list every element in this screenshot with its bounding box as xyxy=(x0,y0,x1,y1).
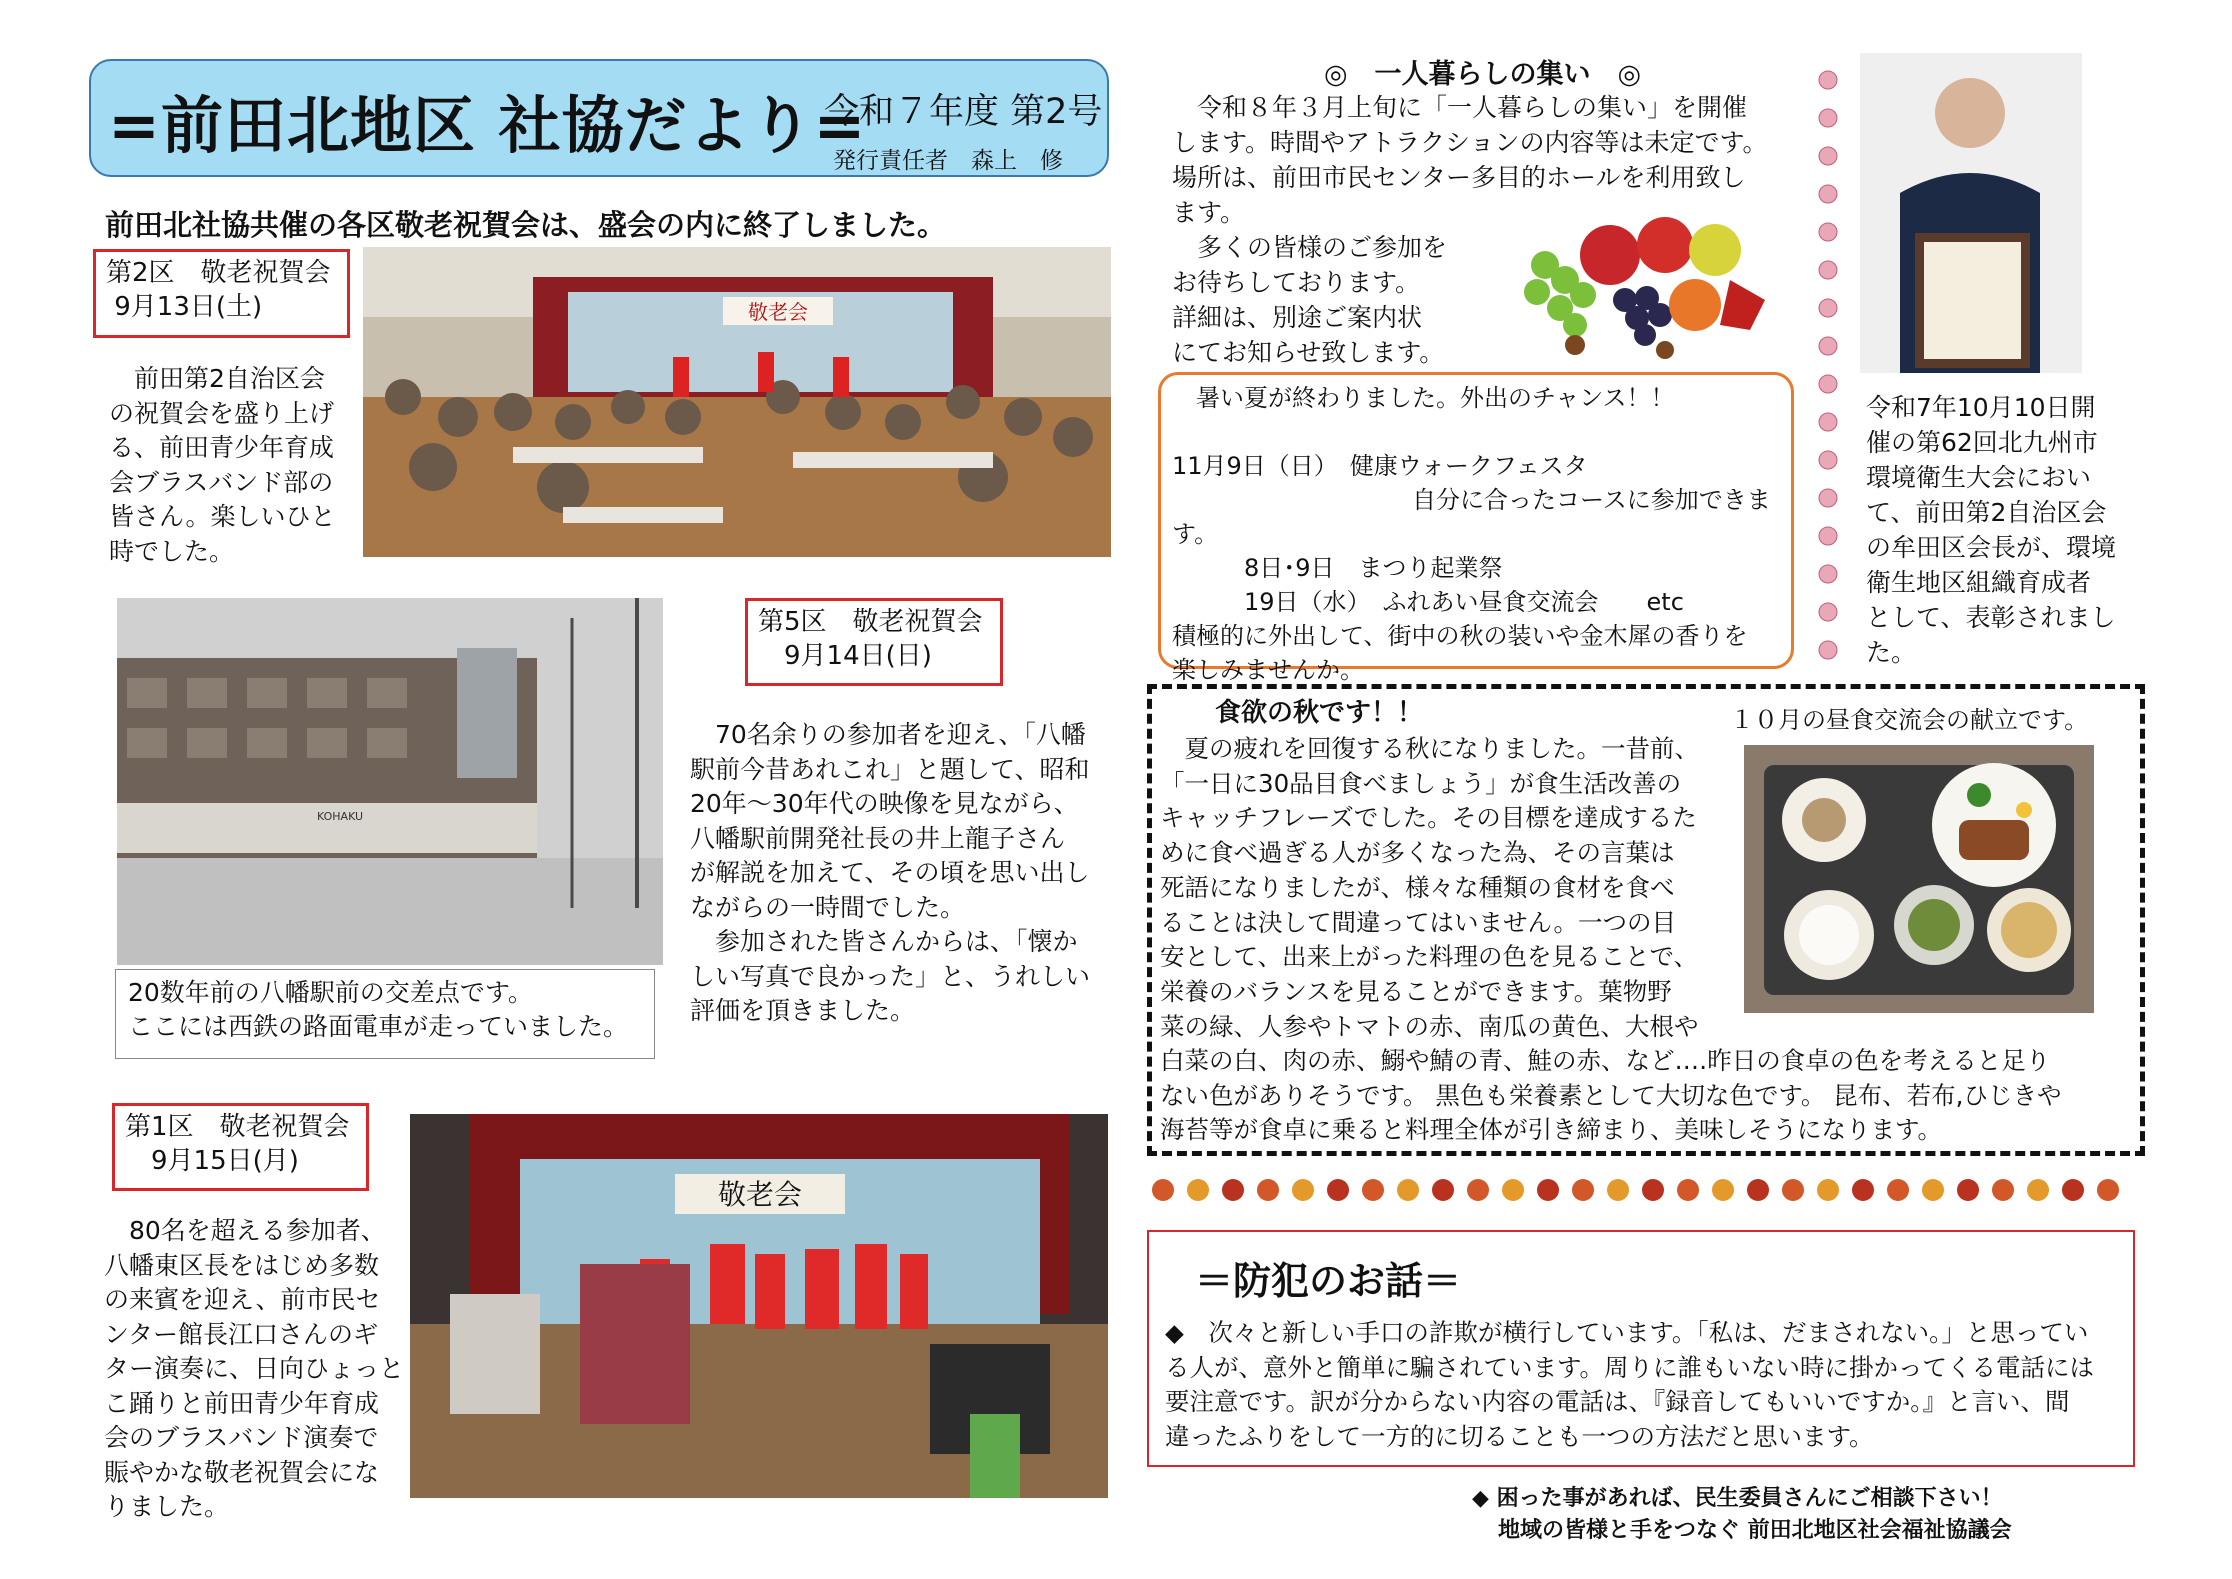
solo-text: 令和８年３月上旬に「一人暮らしの集い」を開催 します。時間やアトラクションの内容等は未定です。 場所は、前田市民センター多目的ホールを利用致し ます。 多くの皆様のご参加を お待ちしております。 詳細は、別途ご案内状 にてお知らせ致します。 xyxy=(1172,93,1768,367)
award-text: 令和7年10月10日開 催の第62回北九州市 環境衛生大会におい て、前田第2自治区会 の牟田区会長が、環境 衛生地区組織育成者 として、表彰されまし た。 xyxy=(1866,393,2117,667)
publisher: 発行責任者 森上 修 xyxy=(833,148,1063,174)
district1-text: 80名を超える参加者、 八幡東区長をはじめ多数 の来賓を迎え、前市民セ ンター館長江口さんのギ ター演奏に、日向ひょっと こ踊りと前田青少年育成 会のブラスバンド演奏で 賑やかな敬老祝賀会にな りました。 xyxy=(104,1216,405,1521)
food-text-wide: 白菜の白、肉の赤、鰯や鯖の青、鮭の赤、など‥‥昨日の食卓の色を考えると足り ない色がありそうです。 黒色も栄養素として大切な色です。 昆布、若布,ひじきや 海苔等が食卓に乗ると料理全体が引き締まり、美味しそうになります。 xyxy=(1160,1046,2062,1145)
footer-organization: 地域の皆様と手をつなぐ 前田北地区社会福祉協議会 xyxy=(1498,1518,2012,1543)
solo-title: ◎ 一人暮らしの集い ◎ xyxy=(1324,59,1642,90)
menu-caption: １０月の昼食交流会の献立です。 xyxy=(1730,706,2089,734)
award-photo xyxy=(1860,53,2082,373)
district5-label: 第5区 敬老祝賀会 9月14日(日) xyxy=(745,598,1003,686)
district1-banner: 敬老会 xyxy=(717,1178,803,1211)
store-sign: KOHAKU xyxy=(317,810,364,823)
district2-label: 第2区 敬老祝賀会 9月13日(土) xyxy=(93,249,350,338)
district2-text: 前田第2自治区会 の祝賀会を盛り上げ る、前田青少年育成 会ブラスバンド部の 皆さん。楽しいひと 時でした。 xyxy=(109,364,336,566)
food-title: 食欲の秋です！！ xyxy=(1215,698,1424,728)
yahata-station-photo xyxy=(117,598,663,965)
district1-label: 第1区 敬老祝賀会 9月15日(月) xyxy=(112,1103,369,1191)
autumn-events-text: 暑い夏が終わりました。外出のチャンス！！ 11月9日（日） 健康ウォークフェスタ 自分に合ったコースに参加できます。 8日･9日 まつり起業祭 19日（水） ふれあい昼食交流会 etc 積極的に外出して、街中の秋の装いや金木犀の香りを 楽しみませんか。 xyxy=(1172,384,1771,684)
footer-advice: ◆ 困った事があれば、民生委員さんにご相談下さい！ xyxy=(1472,1486,2003,1511)
district2-photo xyxy=(363,247,1111,557)
cat-vine-decoration xyxy=(1808,60,1848,660)
lunch-menu-photo xyxy=(1744,745,2094,1013)
crime-title: ＝防犯のお話＝ xyxy=(1195,1259,1462,1303)
crime-text: ◆ 次々と新しい手口の詐欺が横行しています。「私は、だまされない。」と思ってい る人が、意外と簡単に騙されています。周りに誰もいない時に掛かってくる電話には 要注意です。訳が分からない内容の電話は、『録音してもいいですか。』と言い、間 違ったふりをして一方的に切ることも一つの方法だと思います。 xyxy=(1165,1318,2095,1451)
headline: 前田北社協共催の各区敬老祝賀会は、盛会の内に終了しました。 xyxy=(105,208,947,242)
autumn-leaves-border xyxy=(1148,1172,2138,1208)
issue-number: 令和７年度 第2号 xyxy=(824,92,1103,132)
fruit-illustration xyxy=(1515,210,1777,360)
district5-text: 70名余りの参加者を迎え、「八幡 駅前今昔あれこれ」と題して、昭和 20年～30年代の映像を見ながら、 八幡駅前開発社長の井上龍子さん が解説を加えて、その頃を思い出し ながらの一時間でした。 参加された皆さんからは、「懐か しい写真で良かった」と、うれしい 評価を頂きました。 xyxy=(690,720,1091,1025)
page-title: =前田北地区 社協だより= xyxy=(108,89,867,162)
yahata-photo-caption: 20数年前の八幡駅前の交差点です。 ここには西鉄の路面電車が走っていました。 xyxy=(115,969,655,1059)
district1-photo xyxy=(410,1114,1108,1498)
district2-banner: 敬老会 xyxy=(748,300,808,324)
food-text: 夏の疲れを回復する秋になりました。一昔前、 「一日に30品目食べましょう」が食生活改善の キャッチフレーズでした。その目標を達成するた めに食べ過ぎる人が多くなった為、その言葉は 死語になりましたが、様々な種類の食材を食べ ることは決して間違ってはいません。一つの目 安として、出来上がった料理の色を見ることで、 栄養のバランスを見ることができます。葉物野 菜の緑、人参やトマトの赤、南瓜の黄色、大根や xyxy=(1160,734,1699,1041)
